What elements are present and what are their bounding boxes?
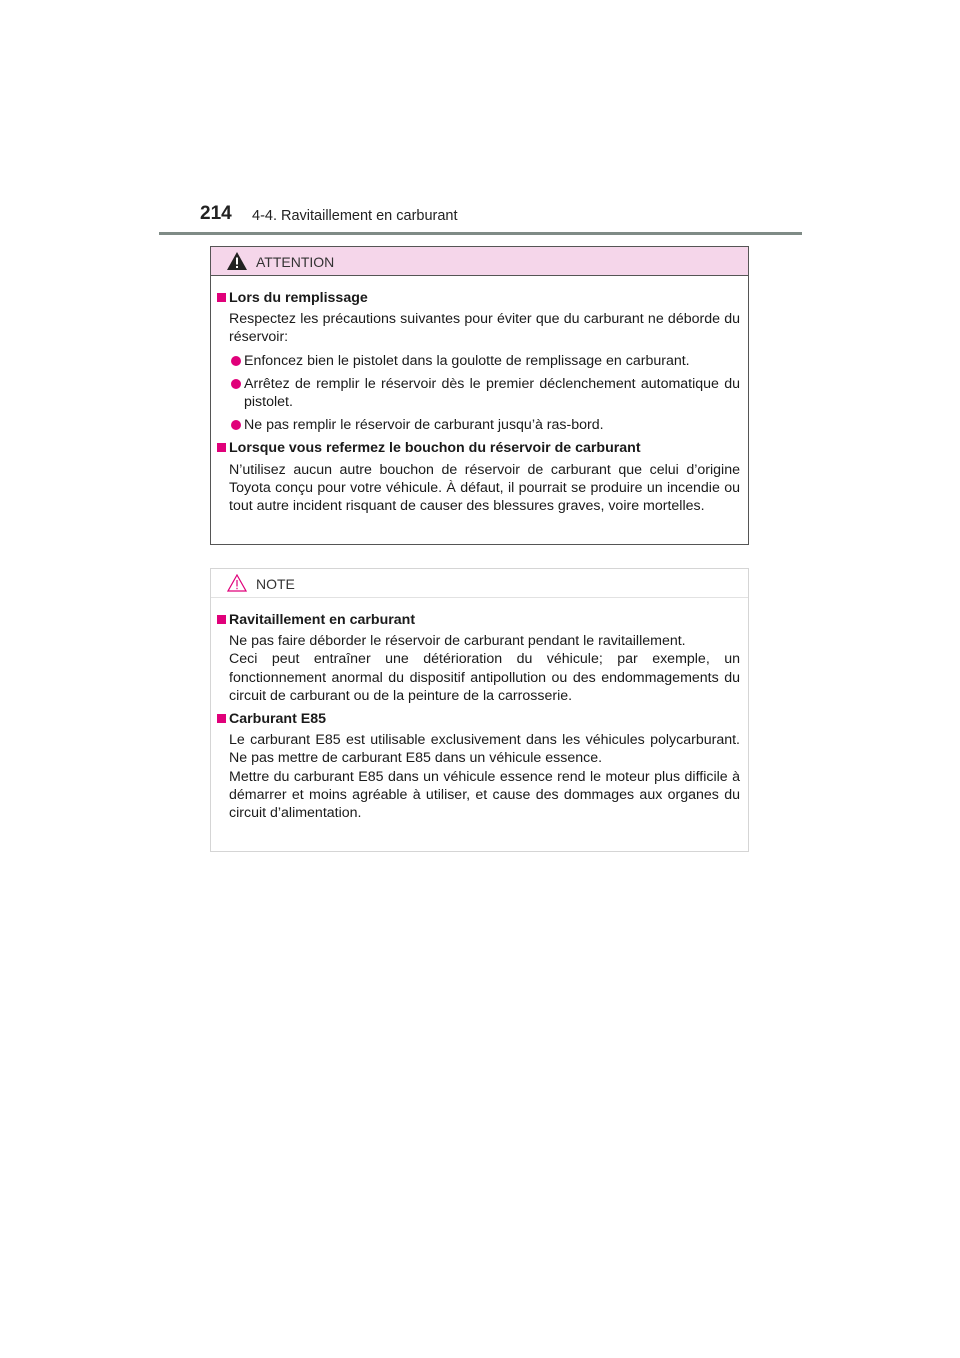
- square-bullet-icon: [217, 615, 226, 624]
- page-number: 214: [200, 203, 232, 224]
- attention-box: [210, 246, 749, 545]
- square-bullet-icon: [217, 443, 226, 452]
- note-header: [211, 569, 748, 598]
- attention-text-refuel: Respectez les précautions suivantes pour éviter que du carburant ne déborde du réservoir:: [229, 311, 740, 346]
- note-text-e85-2: Mettre du carburant E85 dans un véhicule essence rend le moteur plus difficile à démarrer et moins agréable à utiliser, et cause des dommages aux organes du circuit d’alimentation.: [229, 768, 740, 822]
- attention-label: ATTENTION: [256, 254, 335, 270]
- circle-bullet-icon: [231, 356, 241, 366]
- note-text-e85-1: Le carburant E85 est utilisable exclusivement dans les véhicules polycarburant. Ne pas mettre de carburant E85 dans un véhicule essence.: [229, 732, 740, 767]
- square-bullet-icon: [217, 293, 226, 302]
- circle-bullet-icon: [231, 379, 241, 389]
- attention-heading-cap: Lorsque vous refermez le bouchon du réservoir de carburant: [217, 439, 740, 457]
- bullet-item: Ne pas remplir le réservoir de carburant jusqu’à ras-bord.: [217, 416, 740, 434]
- note-text-refuel-1: Ne pas faire déborder le réservoir de carburant pendant le ravitaillement.: [229, 633, 686, 650]
- header-rule: [159, 232, 802, 235]
- note-heading-e85: Carburant E85: [217, 710, 740, 728]
- attention-header: [211, 247, 748, 276]
- note-text-refuel-2: Ceci peut entraîner une détérioration du véhicule; par exemple, un fonctionnement anormal du dispositif antipollution ou des endommagements du circuit de carburant ou de la peinture de la carrosserie.: [229, 651, 740, 704]
- bullet-item: Enfoncez bien le pistolet dans la goulotte de remplissage en carburant.: [217, 352, 740, 370]
- square-bullet-icon: [217, 714, 226, 723]
- bullet-item: Arrêtez de remplir le réservoir dès le premier déclenchement automatique du pistolet.: [217, 375, 740, 411]
- note-heading-refuel: Ravitaillement en carburant: [217, 611, 740, 629]
- note-box: [210, 568, 749, 852]
- caution-outline-triangle-icon: [227, 574, 247, 592]
- attention-heading-refuel: Lors du remplissage: [217, 289, 740, 307]
- section-title: 4-4. Ravitaillement en carburant: [252, 208, 458, 224]
- attention-text-cap: N’utilisez aucun autre bouchon de réservoir de carburant que celui d’origine Toyota conçu pour votre véhicule. À défaut, il pourrait se produire un incendie ou tout autre incident risquant de causer des blessures graves, voire mortelles.: [229, 461, 740, 515]
- warning-triangle-icon: [227, 252, 247, 270]
- circle-bullet-icon: [231, 420, 241, 430]
- note-label: NOTE: [256, 576, 295, 592]
